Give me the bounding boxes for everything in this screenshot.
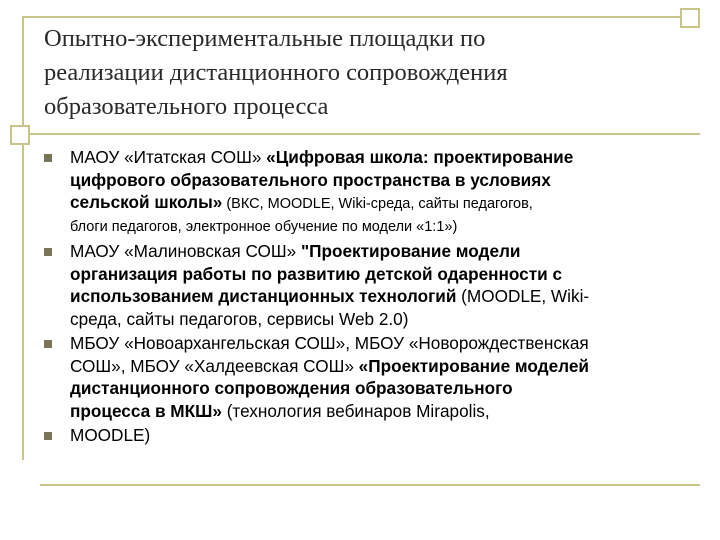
frame-left-line: [22, 16, 24, 460]
title-line: образовательного процесса: [44, 93, 329, 120]
item-text: (технология вебинаров Mirapolis,: [221, 400, 490, 421]
item-text-bold: организация работы по развитию детской одаренности с: [70, 263, 563, 284]
item-text: блоги педагогов, электронное обучение по модели «1:1»): [70, 218, 458, 235]
item-text-bold: "Проектирование модели: [300, 241, 521, 261]
square-bullet-icon: [44, 248, 52, 256]
item-text: среда, сайты педагогов, сервисы Web 2.0): [70, 308, 409, 329]
list-item: [44, 240, 694, 330]
list-item: [44, 332, 694, 422]
title-separator-line: [22, 133, 700, 135]
item-text: (MOODLE, Wiki-: [456, 286, 590, 306]
square-bullet-icon: [44, 432, 52, 440]
list-item: [44, 146, 694, 238]
corner-square-left: [10, 125, 30, 145]
item-text-bold: «Проектирование моделей: [358, 355, 589, 376]
slide-title: [44, 22, 684, 124]
title-line: реализации дистанционного сопровождения: [44, 59, 508, 86]
item-text: МАОУ «Итатская СОШ»: [70, 147, 267, 167]
item-text-bold: «Цифровая школа: проектирование: [266, 147, 574, 167]
square-bullet-icon: [44, 340, 52, 348]
frame-bottom-line: [40, 484, 700, 486]
item-text: МАОУ «Малиновская СОШ»: [70, 241, 301, 261]
item-text-bold: сельской школы»: [70, 192, 223, 212]
title-line: Опытно-экспериментальные площадки по: [44, 25, 486, 52]
square-bullet-icon: [44, 154, 52, 162]
item-text-bold: дистанционного сопровождения образовательного: [70, 378, 513, 398]
item-text-bold: использованием дистанционных технологий: [70, 286, 457, 306]
item-text: МБОУ «Новоархангельская СОШ», МБОУ «Новорождественская: [70, 333, 589, 353]
item-text-bold: процесса в МКШ»: [70, 400, 222, 421]
list-item: [44, 424, 694, 447]
item-text: (ВКС, MOODLE, Wiki-среда, сайты педагогов,: [222, 196, 533, 212]
frame-top-line: [22, 16, 700, 18]
bullet-list: [44, 146, 694, 449]
item-text: MOODLE): [70, 425, 151, 445]
item-text-bold: цифрового образовательного пространства в условиях: [70, 169, 551, 190]
item-text: СОШ», МБОУ «Халдеевская СОШ»: [70, 355, 359, 376]
